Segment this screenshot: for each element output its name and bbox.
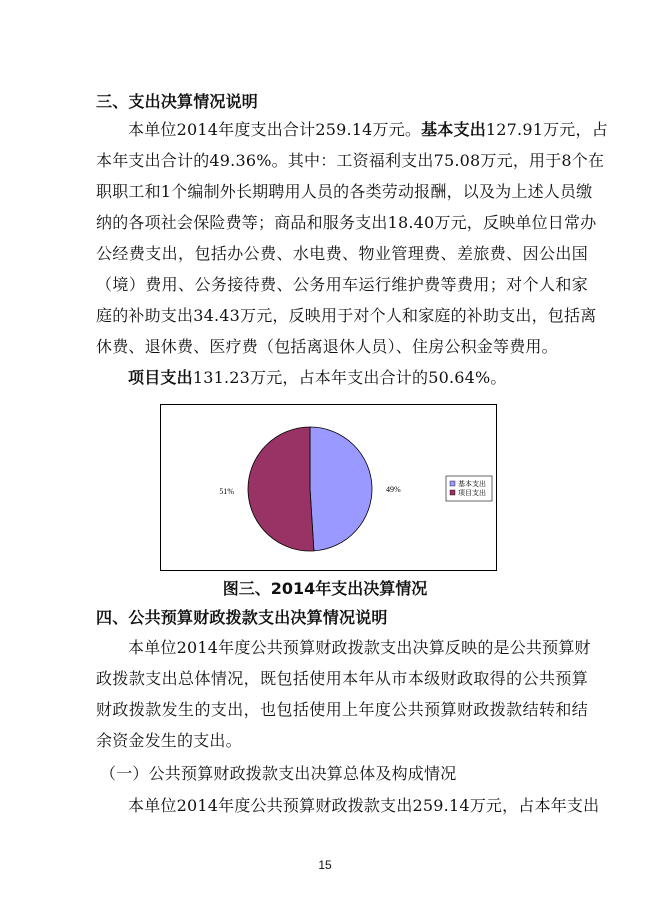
section-3-heading: 三、支出决算情况说明 — [96, 92, 259, 111]
s3-paragraph-line-7: 庭的补助支出34.43万元，反映用于对个人和家庭的补助支出，包括离 — [96, 306, 597, 325]
pie-chart-frame — [160, 404, 497, 571]
s3-paragraph-line-5: 公经费支出，包括办公费、水电费、物业管理费、差旅费、因公出国 — [96, 244, 588, 263]
s3-paragraph-line-3: 职职工和1个编制外长期聘用人员的各类劳动报酬，以及为上述人员缴 — [96, 182, 593, 201]
s3-text: 127.91万元，占 — [485, 120, 608, 139]
s3-basic-expense-term: 基本支出 — [421, 120, 486, 139]
figure-caption: 图三、2014年支出决算情况 — [222, 579, 428, 598]
s3-paragraph-line-2: 本年支出合计的49.36%。其中：工资福利支出75.08万元，用于8个在 — [96, 151, 605, 170]
s3-project-expense-line — [128, 368, 588, 388]
section-4-heading: 四、公共预算财政拨款支出决算情况说明 — [96, 608, 388, 627]
s3-paragraph-line-1 — [128, 120, 608, 140]
s4-subheading: （一）公共预算财政拨款支出决算总体及构成情况 — [100, 764, 457, 783]
page-number: 15 — [318, 858, 332, 872]
s3-paragraph-line-8: 休费、退休费、医疗费（包括离退休人员）、住房公积金等费用。 — [96, 337, 558, 356]
legend-label-1: 项目支出 — [458, 489, 486, 497]
s3-text: 131.23万元，占本年支出合计的50.64%。 — [192, 368, 507, 387]
legend-label-0: 基本支出 — [458, 480, 486, 488]
pie-chart — [161, 405, 496, 570]
legend-swatch-0 — [450, 481, 455, 486]
s3-paragraph-line-6: （境）费用、公务接待费、公务用车运行维护费等费用；对个人和家 — [96, 275, 588, 294]
pie-slice-1 — [248, 427, 314, 551]
s3-project-expense-term: 项目支出 — [128, 368, 193, 387]
s3-paragraph-line-4: 纳的各项社会保险费等；商品和服务支出18.40万元，反映单位日常办 — [96, 213, 597, 232]
s4-paragraph-line-1: 本单位2014年度公共预算财政拨款支出决算反映的是公共预算财 — [128, 638, 591, 657]
s4-paragraph-line-3: 财政拨款发生的支出，也包括使用上年度公共预算财政拨款结转和结 — [96, 700, 588, 719]
s4-paragraph-2: 本单位2014年度公共预算财政拨款支出259.14万元，占本年支出 — [128, 796, 600, 815]
pie-data-label-0: 49% — [385, 484, 401, 494]
legend-swatch-1 — [450, 490, 455, 495]
pie-data-label-1: 51% — [219, 487, 235, 497]
s4-paragraph-line-4: 余资金发生的支出。 — [96, 731, 242, 750]
s3-text: 本单位2014年度支出合计259.14万元。 — [128, 120, 422, 139]
pie-slice-0 — [310, 427, 372, 551]
s4-paragraph-line-2: 政拨款支出总体情况，既包括使用本年从市本级财政取得的公共预算 — [96, 669, 588, 688]
